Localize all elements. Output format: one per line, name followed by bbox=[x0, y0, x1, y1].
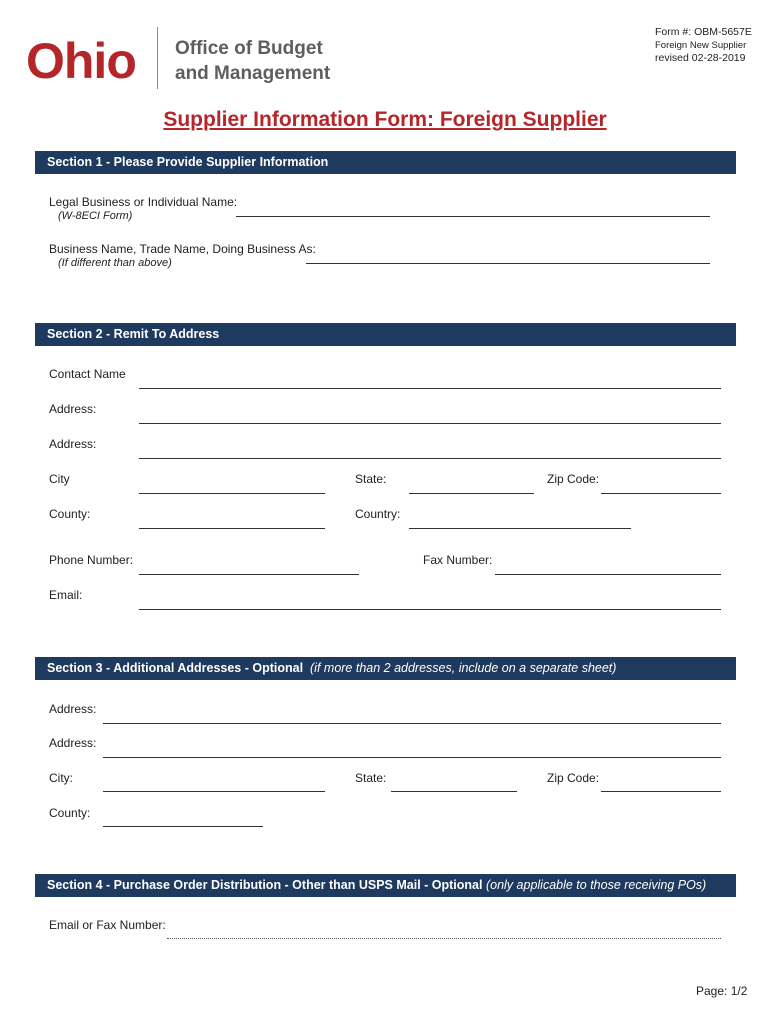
contact-name-field[interactable] bbox=[139, 388, 721, 389]
additional-address-1-field[interactable] bbox=[103, 723, 721, 724]
additional-zip-field[interactable] bbox=[601, 791, 721, 792]
remit-address-1-label: Address: bbox=[49, 402, 97, 416]
svg-text:Ohio: Ohio bbox=[26, 33, 136, 86]
additional-county-label: County: bbox=[49, 806, 91, 820]
remit-county-label: County: bbox=[49, 507, 91, 521]
section-4-note: (only applicable to those receiving POs) bbox=[485, 878, 707, 892]
remit-state-field[interactable] bbox=[409, 493, 534, 494]
remit-city-field[interactable] bbox=[139, 493, 325, 494]
section-2-header: Section 2 - Remit To Address bbox=[35, 323, 736, 346]
ohio-logo bbox=[26, 30, 144, 86]
additional-address-1-label: Address: bbox=[49, 702, 97, 716]
remit-country-label: Country: bbox=[355, 507, 401, 521]
remit-state-label: State: bbox=[355, 472, 387, 486]
dba-label: Business Name, Trade Name, Doing Business As: bbox=[49, 242, 316, 256]
office-line-2: and Management bbox=[175, 63, 331, 84]
form-type: Foreign New Supplier bbox=[655, 40, 747, 51]
section-3-header bbox=[35, 657, 736, 680]
remit-zip-label: Zip Code: bbox=[547, 472, 600, 486]
phone-label: Phone Number: bbox=[49, 553, 134, 567]
additional-city-field[interactable] bbox=[103, 791, 325, 792]
remit-country-field[interactable] bbox=[409, 528, 631, 529]
email-label: Email: bbox=[49, 588, 83, 602]
section-4-header bbox=[35, 874, 736, 897]
remit-zip-field[interactable] bbox=[601, 493, 721, 494]
section-3-note: (if more than 2 addresses, include on a separate sheet) bbox=[310, 661, 617, 675]
remit-city-label: City bbox=[49, 472, 70, 486]
page-number: Page: 1/2 bbox=[696, 984, 748, 998]
fax-field[interactable] bbox=[495, 574, 721, 575]
section-4-title: Section 4 - Purchase Order Distribution - Other than USPS Mail - Optional bbox=[47, 878, 483, 892]
phone-field[interactable] bbox=[139, 574, 359, 575]
additional-address-2-label: Address: bbox=[49, 736, 97, 750]
legal-name-sublabel: (W-8ECI Form) bbox=[58, 210, 133, 222]
header-divider bbox=[157, 27, 158, 89]
remit-address-2-field[interactable] bbox=[139, 458, 721, 459]
section-3-title: Section 3 - Additional Addresses - Optional bbox=[47, 661, 304, 675]
remit-address-2-label: Address: bbox=[49, 437, 97, 451]
additional-city-label: City: bbox=[49, 771, 73, 785]
email-or-fax-label: Email or Fax Number: bbox=[49, 918, 166, 932]
legal-name-label: Legal Business or Individual Name: bbox=[49, 195, 238, 209]
form-info bbox=[655, 26, 752, 65]
additional-zip-label: Zip Code: bbox=[547, 771, 600, 785]
office-line-1: Office of Budget bbox=[175, 38, 323, 59]
remit-address-1-field[interactable] bbox=[139, 423, 721, 424]
additional-address-2-field[interactable] bbox=[103, 757, 721, 758]
form-title: Supplier Information Form: Foreign Supplier bbox=[163, 108, 607, 131]
dba-sublabel: (If different than above) bbox=[58, 257, 172, 269]
email-field[interactable] bbox=[139, 609, 721, 610]
additional-state-field[interactable] bbox=[391, 791, 517, 792]
legal-name-field[interactable] bbox=[236, 216, 710, 217]
additional-county-field[interactable] bbox=[103, 826, 263, 827]
fax-label: Fax Number: bbox=[423, 553, 493, 567]
additional-state-label: State: bbox=[355, 771, 387, 785]
remit-county-field[interactable] bbox=[139, 528, 325, 529]
contact-name-label: Contact Name bbox=[49, 367, 126, 381]
office-name bbox=[175, 36, 330, 86]
form-number: Form #: OBM-5657E bbox=[655, 26, 752, 38]
dba-field[interactable] bbox=[306, 263, 710, 264]
revised-date: revised 02-28-2019 bbox=[655, 52, 746, 64]
section-1-header: Section 1 - Please Provide Supplier Information bbox=[35, 151, 736, 174]
email-or-fax-field[interactable] bbox=[167, 938, 721, 939]
